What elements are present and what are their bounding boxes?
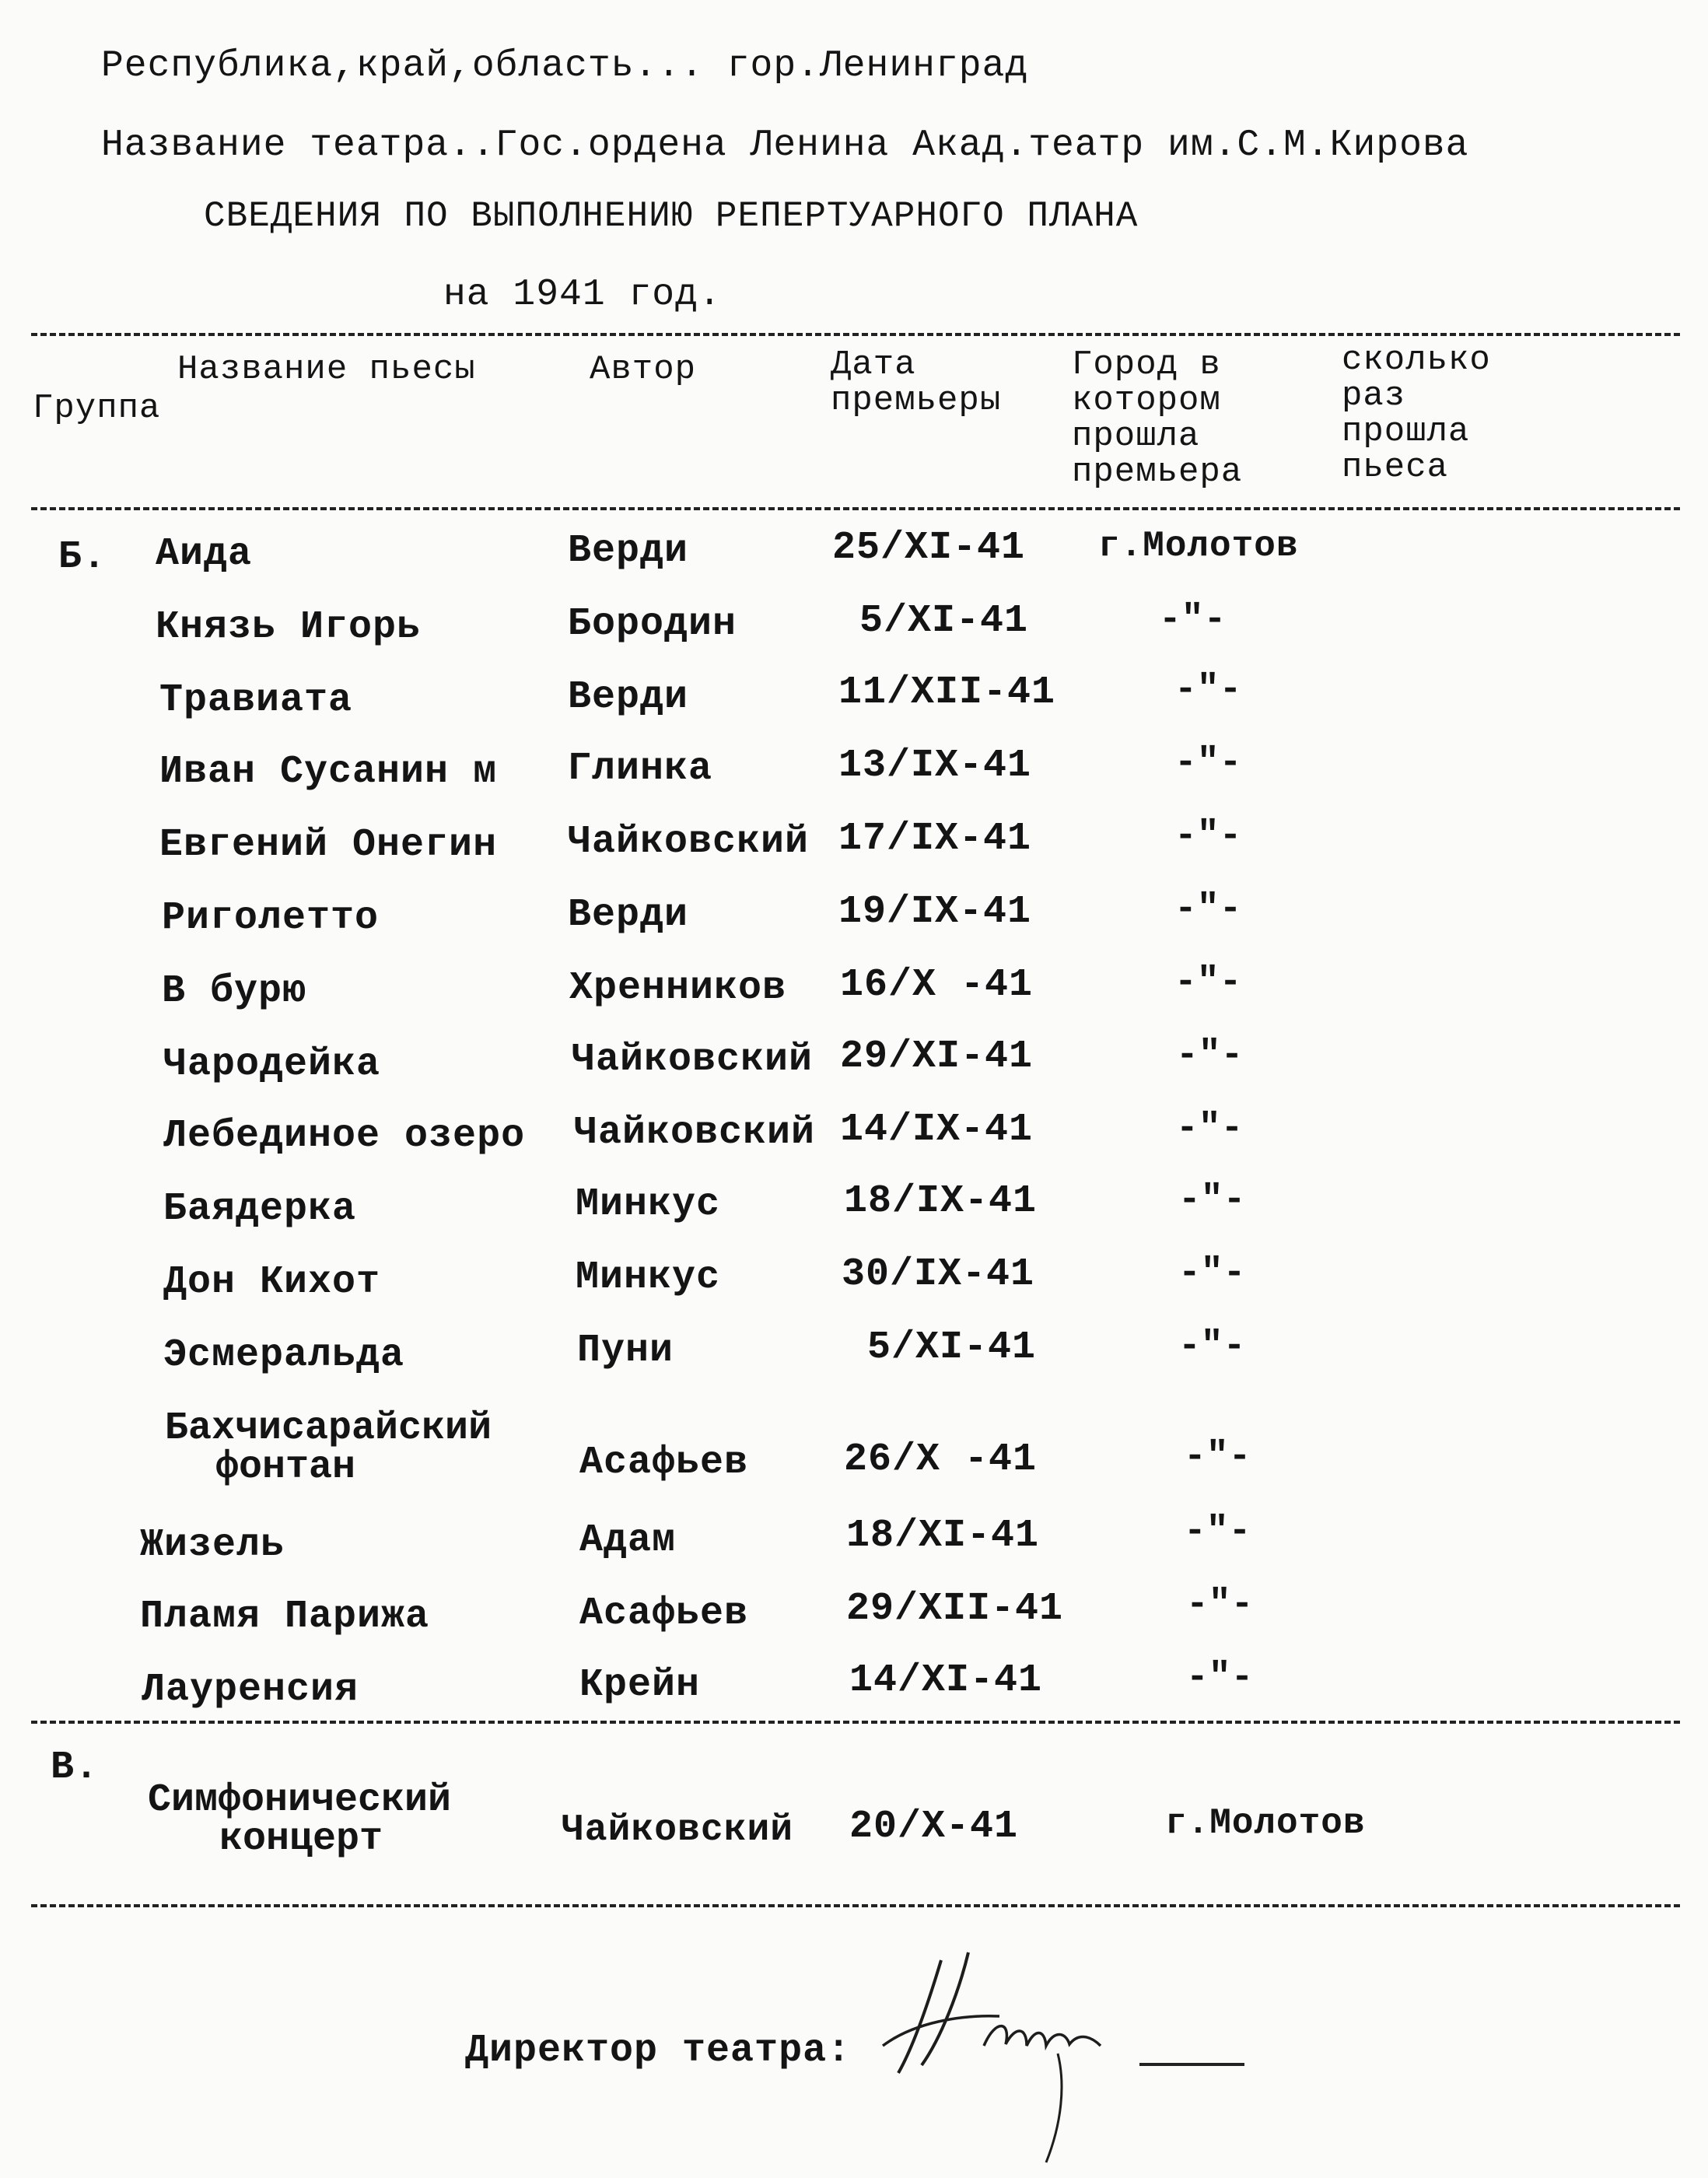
director-label: Директор театра: xyxy=(465,2029,852,2073)
city-ditto: -"- xyxy=(1174,669,1242,711)
play-title: Пламя Парижа xyxy=(140,1595,430,1639)
group-label-v: В. xyxy=(51,1746,100,1790)
play-title: Эсмеральда xyxy=(163,1333,405,1378)
author: Верди xyxy=(568,675,689,720)
author: Минкус xyxy=(576,1182,721,1227)
city-ditto: -"- xyxy=(1184,1511,1251,1553)
signature-line xyxy=(1139,2063,1244,2066)
author: Минкус xyxy=(576,1255,721,1300)
column-header-play: Название пьесы xyxy=(177,350,476,389)
play-title: Бахчисарайский фонтан xyxy=(165,1406,492,1490)
city-ditto: -"- xyxy=(1184,1436,1251,1478)
year-line: на 1941 год. xyxy=(443,274,722,316)
play-title: Евгений Онегин xyxy=(159,823,498,867)
author: Асафьев xyxy=(579,1591,749,1636)
play-title: Лебединое озеро xyxy=(163,1114,526,1158)
premiere-date: 26/X -41 xyxy=(844,1437,1038,1482)
city-ditto: -"- xyxy=(1178,1252,1246,1294)
play-title: Симфонический концерт xyxy=(148,1778,452,1861)
premiere-date: 16/X -41 xyxy=(840,963,1034,1007)
author: Асафьев xyxy=(579,1441,749,1485)
city-ditto: -"- xyxy=(1178,1325,1246,1367)
play-title: Иван Сусанин м xyxy=(159,750,498,794)
city-ditto: -"- xyxy=(1176,1108,1244,1150)
city-ditto: -"- xyxy=(1174,742,1242,784)
play-title: Аида xyxy=(156,532,253,576)
premiere-date: 25/XI-41 xyxy=(832,526,1026,570)
group-divider xyxy=(31,1721,1680,1724)
city: г.Молотов xyxy=(1165,1803,1366,1844)
author: Чайковский xyxy=(572,1038,814,1082)
author: Верди xyxy=(568,893,689,937)
play-title: Баядерка xyxy=(163,1187,357,1231)
premiere-date: 14/IX-41 xyxy=(840,1108,1034,1152)
top-divider xyxy=(31,333,1680,336)
play-title: Князь Игорь xyxy=(156,605,422,650)
premiere-date: 5/XI-41 xyxy=(859,599,1029,643)
premiere-date: 11/XII-41 xyxy=(838,671,1056,715)
play-title: В бурю xyxy=(162,969,307,1014)
header-divider xyxy=(31,507,1680,510)
author: Бородин xyxy=(568,602,737,646)
author: Верди xyxy=(568,529,689,573)
column-header-city: Город в котором прошла премьера xyxy=(1072,345,1243,492)
author: Хренников xyxy=(569,966,787,1010)
play-title: Травиата xyxy=(159,678,353,723)
city-ditto: -"- xyxy=(1186,1657,1254,1699)
city-ditto: -"- xyxy=(1174,815,1242,857)
column-header-count: сколько раз прошла пьеса xyxy=(1342,341,1491,487)
handwritten-signature-icon xyxy=(867,1929,1124,2178)
premiere-date: 18/IX-41 xyxy=(844,1179,1038,1224)
city-ditto: -"- xyxy=(1174,888,1242,930)
group-label-b: Б. xyxy=(58,535,107,580)
premiere-date: 18/XI-41 xyxy=(846,1514,1040,1558)
city-ditto: -"- xyxy=(1178,1179,1246,1221)
author: Чайковский xyxy=(574,1111,816,1155)
theater-line: Название театра..Гос.ордена Ленина Акад.театр им.С.М.Кирова xyxy=(101,124,1469,166)
city-ditto: -"- xyxy=(1159,599,1227,641)
author: Чайковский xyxy=(562,1809,794,1851)
author: Крейн xyxy=(579,1663,701,1707)
author: Адам xyxy=(579,1518,677,1563)
play-title: Жизель xyxy=(140,1523,285,1567)
play-title: Дон Кихот xyxy=(163,1260,381,1304)
column-header-author: Автор xyxy=(590,350,697,389)
city-ditto: -"- xyxy=(1186,1584,1254,1626)
premiere-date: 19/IX-41 xyxy=(838,890,1032,934)
city-ditto: -"- xyxy=(1174,961,1242,1003)
premiere-date: 30/IX-41 xyxy=(842,1252,1035,1297)
city: г.Молотов xyxy=(1098,526,1299,566)
premiere-date: 20/X-41 xyxy=(849,1805,1019,1849)
play-title: Лауренсия xyxy=(142,1668,359,1712)
premiere-date: 14/XI-41 xyxy=(849,1658,1043,1703)
premiere-date: 13/IX-41 xyxy=(838,744,1032,788)
column-header-date: Дата премьеры xyxy=(831,345,1002,420)
premiere-date: 17/IX-41 xyxy=(838,817,1032,861)
premiere-date: 29/XI-41 xyxy=(840,1035,1034,1079)
premiere-date: 5/XI-41 xyxy=(867,1325,1037,1370)
author: Глинка xyxy=(568,747,713,791)
bottom-divider xyxy=(31,1904,1680,1907)
region-line: Республика,край,область... гор.Ленинград xyxy=(101,45,1029,87)
document-title: СВЕДЕНИЯ ПО ВЫПОЛНЕНИЮ РЕПЕРТУАРНОГО ПЛАНА xyxy=(204,196,1139,236)
city-ditto: -"- xyxy=(1176,1035,1244,1077)
play-title: Чародейка xyxy=(163,1042,381,1087)
column-header-group: Группа xyxy=(33,389,161,428)
premiere-date: 29/XII-41 xyxy=(846,1587,1064,1631)
author: Пуни xyxy=(577,1329,674,1373)
author: Чайковский xyxy=(568,820,810,864)
play-title: Риголетто xyxy=(162,896,380,940)
